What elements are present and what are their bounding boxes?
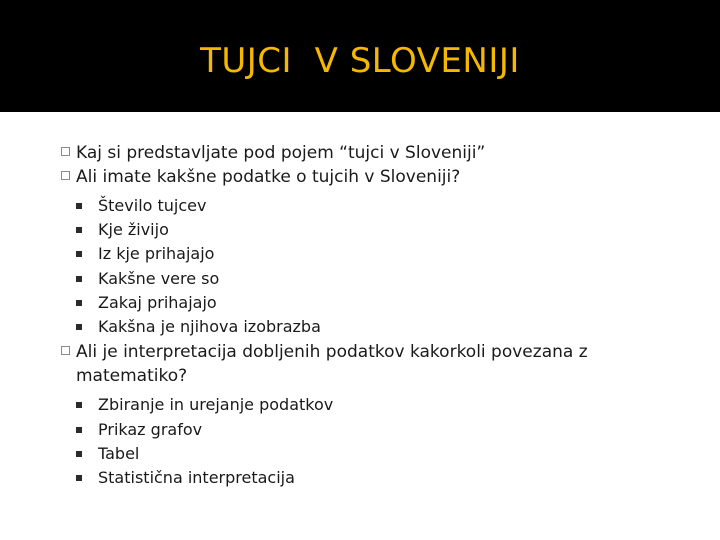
- square-bullet-icon: [76, 451, 82, 457]
- sub-bullet: Tabel: [62, 442, 702, 466]
- square-bullet-icon: [76, 203, 82, 209]
- bullet-1: [62, 141, 702, 165]
- sub-bullet: Število tujcev: [62, 194, 702, 218]
- square-bullet-icon: [76, 427, 82, 433]
- square-bullet-icon: [76, 324, 82, 330]
- slide-title: TUJCI V SLOVENIJI: [200, 41, 520, 81]
- sub-bullet: Iz kje prihajajo: [62, 242, 702, 266]
- square-bullet-icon: [76, 402, 82, 408]
- bullet-2-text: Ali imate kakšne podatke o tujcih v Sloveniji?: [76, 167, 461, 187]
- bullet-3: [62, 340, 702, 388]
- square-bullet-icon: [76, 475, 82, 481]
- bullet-1-text: Kaj si predstavljate pod pojem “tujci v Sloveniji”: [76, 143, 486, 163]
- sub-bullet: Prikaz grafov: [62, 418, 702, 442]
- square-bullet-icon: [76, 276, 82, 282]
- bullet-box-icon: [61, 346, 70, 355]
- bullet-box-icon: [61, 171, 70, 180]
- bullet-2-sublist: [62, 194, 702, 339]
- sub-bullet: Statistična interpretacija: [62, 466, 702, 490]
- bullet-box-icon: [61, 147, 70, 156]
- bullet-3-sublist: [62, 393, 702, 491]
- sub-bullet: Kje živijo: [62, 218, 702, 242]
- sub-bullet: Zbiranje in urejanje podatkov: [62, 393, 702, 417]
- square-bullet-icon: [76, 251, 82, 257]
- sub-bullet: Kakšna je njihova izobrazba: [62, 315, 702, 339]
- square-bullet-icon: [76, 227, 82, 233]
- sub-bullet: Zakaj prihajajo: [62, 291, 702, 315]
- square-bullet-icon: [76, 300, 82, 306]
- bullet-2: [62, 165, 702, 189]
- bullet-3-text: Ali je interpretacija dobljenih podatkov kakorkoli povezana z matematiko?: [76, 342, 588, 387]
- sub-bullet: Kakšne vere so: [62, 267, 702, 291]
- slide-content: [62, 141, 702, 492]
- title-band: [0, 0, 720, 112]
